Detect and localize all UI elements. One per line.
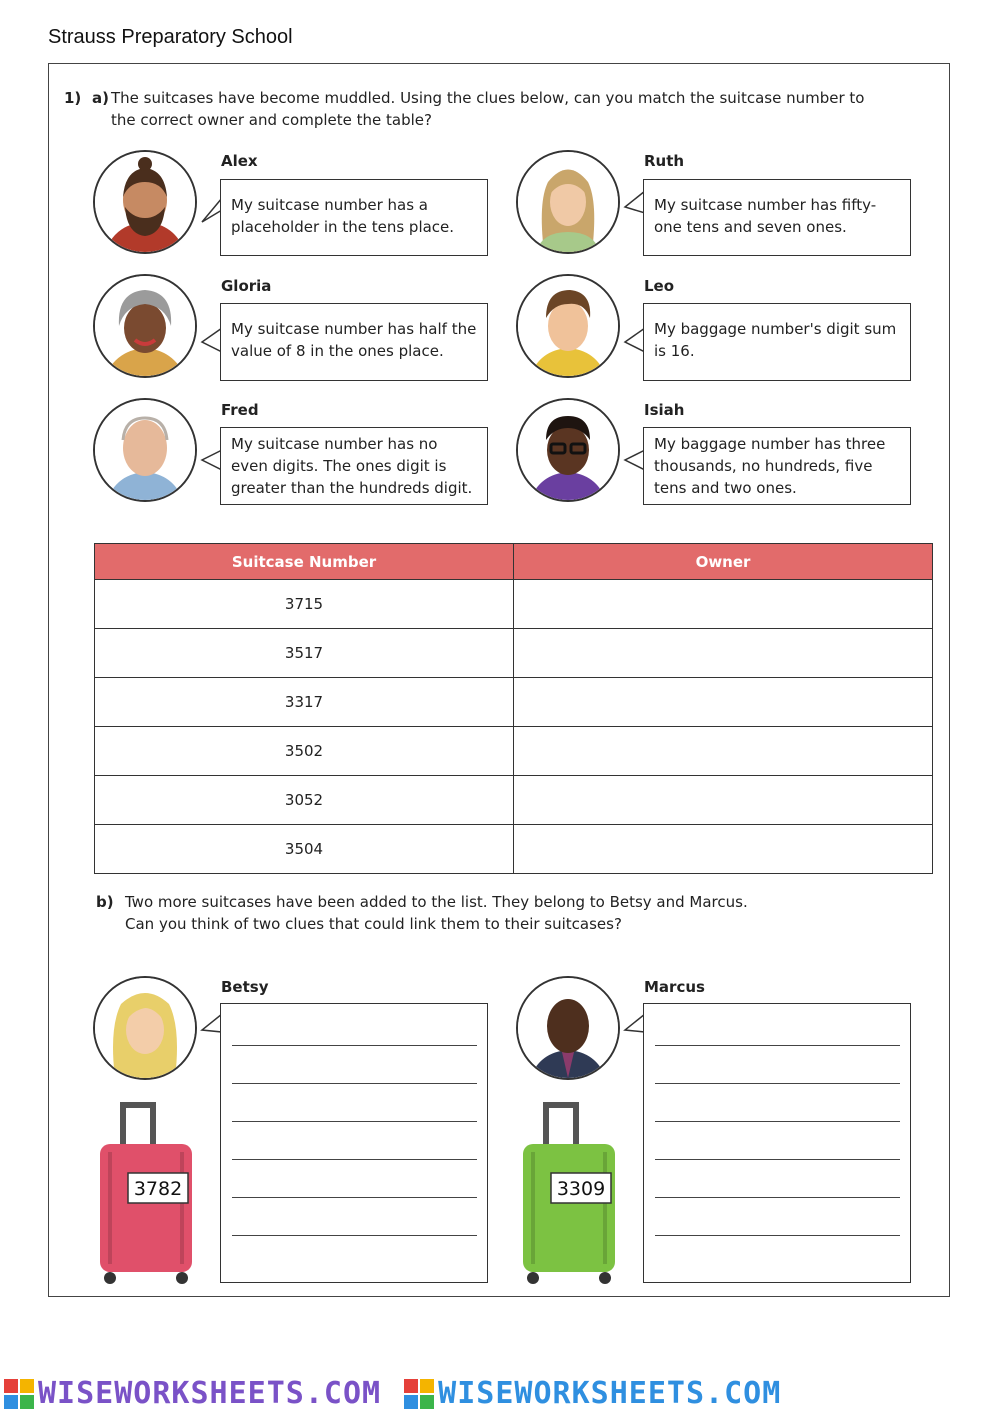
marcus-suitcase-image [519, 1100, 619, 1285]
isiah-name: Isiah [644, 401, 685, 419]
betsy-suitcase-image [96, 1100, 196, 1285]
betsy-suitcase-number: 3782 [133, 1178, 183, 1200]
gloria-avatar-image [93, 274, 197, 378]
suitcase-number-cell: 3715 [95, 580, 514, 629]
ruth-clue-bubble: My suitcase number has fifty-one tens and seven ones. [643, 179, 911, 256]
suitcase-number-cell: 3317 [95, 678, 514, 727]
table-row [95, 678, 933, 727]
part-a-instructions: The suitcases have become muddled. Using the clues below, can you match the suitcase number to the correct owner and complete the table? [111, 89, 865, 129]
marcus-avatar-image [516, 976, 620, 1080]
owner-answer-cell[interactable] [514, 727, 933, 776]
leo-clue-bubble: My baggage number's digit sum is 16. [643, 303, 911, 381]
suitcase-number-cell: 3504 [95, 825, 514, 874]
alex-name: Alex [221, 152, 258, 170]
school-name: Strauss Preparatory School [48, 26, 293, 48]
wiseworksheets-logo-icon [4, 1379, 34, 1409]
fred-avatar-image [93, 398, 197, 502]
betsy-writing-lines [232, 1004, 477, 1282]
gloria-name: Gloria [221, 277, 272, 295]
alex-clue-bubble: My suitcase number has a placeholder in the tens place. [220, 179, 488, 256]
alex-avatar-image [93, 150, 197, 254]
table-row [95, 580, 933, 629]
question-number: 1) [64, 89, 82, 107]
part-b-instructions [125, 891, 845, 935]
ruth-avatar-image [516, 150, 620, 254]
owner-answer-cell[interactable] [514, 825, 933, 874]
table-row [95, 727, 933, 776]
suitcase-number-cell: 3502 [95, 727, 514, 776]
wiseworksheets-logo-icon [404, 1379, 434, 1409]
table-row [95, 776, 933, 825]
part-b-label: b) [96, 893, 114, 911]
isiah-avatar-image [516, 398, 620, 502]
table-row [95, 629, 933, 678]
ruth-name: Ruth [644, 152, 685, 170]
marcus-suitcase-number: 3309 [556, 1178, 606, 1200]
marcus-name: Marcus [644, 978, 705, 996]
marcus-clue-answer-box[interactable] [643, 1003, 911, 1283]
part-a-label: a) [92, 89, 109, 107]
part-b-line-2: Can you think of two clues that could link them to their suitcases? [125, 915, 622, 933]
suitcase-number-cell: 3517 [95, 629, 514, 678]
leo-avatar-image [516, 274, 620, 378]
leo-name: Leo [644, 277, 675, 295]
isiah-clue-bubble: My baggage number has three thousands, no hundreds, five tens and two ones. [643, 427, 911, 505]
suitcase-number-cell: 3052 [95, 776, 514, 825]
watermark-text: WISEWORKSHEETS.COM [438, 1376, 782, 1411]
owner-answer-cell[interactable] [514, 678, 933, 727]
marcus-suitcase-body [523, 1144, 615, 1272]
betsy-suitcase-body [100, 1144, 192, 1272]
table-row [95, 825, 933, 874]
column-header-suitcase-number: Suitcase Number [95, 544, 514, 580]
table-header-row [95, 544, 933, 580]
suitcase-owner-table [94, 543, 933, 874]
betsy-name: Betsy [221, 978, 269, 996]
fred-name: Fred [221, 401, 259, 419]
owner-answer-cell[interactable] [514, 629, 933, 678]
betsy-clue-answer-box[interactable] [220, 1003, 488, 1283]
betsy-avatar-image [93, 976, 197, 1080]
watermark-text: WISEWORKSHEETS.COM [38, 1376, 382, 1411]
column-header-owner: Owner [514, 544, 933, 580]
fred-clue-bubble: My suitcase number has no even digits. The ones digit is greater than the hundreds digit. [220, 427, 488, 505]
marcus-writing-lines [655, 1004, 900, 1282]
owner-answer-cell[interactable] [514, 580, 933, 629]
part-b-line-1: Two more suitcases have been added to the list. They belong to Betsy and Marcus. [125, 893, 748, 911]
gloria-clue-bubble: My suitcase number has half the value of 8 in the ones place. [220, 303, 488, 381]
watermark-footer [0, 1375, 1000, 1413]
owner-answer-cell[interactable] [514, 776, 933, 825]
